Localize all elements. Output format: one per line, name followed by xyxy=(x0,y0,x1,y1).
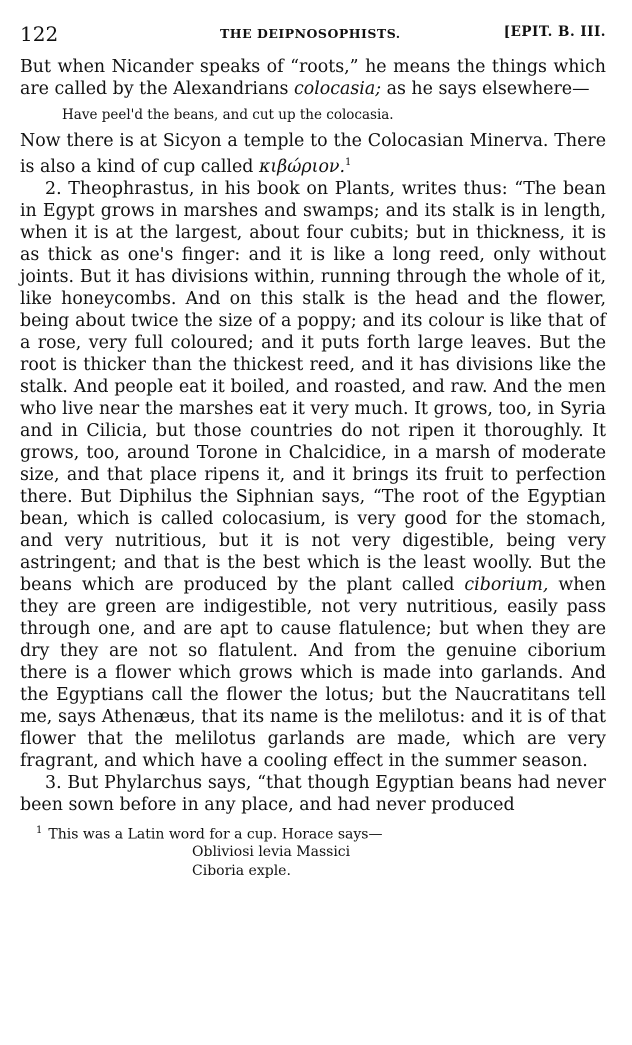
paragraph-3-text: 2. Theophrastus, in his book on Plants, writes thus: “The bean in Egypt grows in marshes and swamps; and its stalk is in length, when it is at the largest, about four cubits; but in thickness, it is as thick as one's finger: and it is like a long reed, only without joints. But it has divisions within, running through the whole of it, like honeycombs. And on this stalk is the head and the flower, being about twice the size of a poppy; and its colour is like that of a rose, very full coloured; and it puts forth large leaves. But the root is thicker than the thickest reed, and it has divisions like the stalk. And people eat it boiled, and roasted, and raw. And the men who live near the marshes eat it very much. It grows, too, in Syria and in Cilicia, but those countries do not ripen it thoroughly. It grows, too, around Torone in Chalcidice, in a marsh of moderate size, and that place ripens it, and it brings its fruit to perfection there. But Diphilus the Siphnian says, “The root of the Egyptian bean, which is called colocasium, is very good for the stomach, and very nutritious, but it is not very digestible, being very astringent; and that is the best which is the least woolly. But the beans which are produced by the plant called xyxy=(20,178,606,595)
footnote-text: This was a Latin word for a cup. Horace says— xyxy=(48,826,383,843)
footnote-reference: 1 xyxy=(345,157,352,168)
footnote-mark: 1 xyxy=(36,824,43,836)
verse-quotation: Have peel'd the beans, and cut up the colocasia. xyxy=(62,107,394,123)
paragraph-1-tail: as he says elsewhere— xyxy=(381,79,590,99)
paragraph-3 xyxy=(20,178,606,772)
paragraph-2-text: Now there is at Sicyon a temple to the Colocasian Minerva. There is also a kind of cup called xyxy=(20,131,606,177)
paragraph-1 xyxy=(20,56,606,100)
greek-word: κιβώριον. xyxy=(258,156,346,177)
paragraph-4: 3. But Phylarchus says, “that though Egyptian beans had never been sown before in any place, and had never produced xyxy=(20,772,606,815)
running-title: THE DEIPNOSOPHISTS. xyxy=(220,26,401,41)
footnote-verse-line-2: Ciboria exple. xyxy=(192,863,291,880)
paragraph-2 xyxy=(20,130,606,178)
page-number: 122 xyxy=(20,22,59,46)
paragraph-1-text: But when Nicander speaks of “roots,” he means the things which are called by the Alexandrians xyxy=(20,57,606,99)
paragraph-3-tail: when they are green are indigestible, not very nutritious, easily pass through one, and are apt to cause flatulence; but when they are dry they are not so flatulent. And from the genuine ciborium there is a flower which grows which is made into garlands. And the Egyptians call the flower the lotus; but the Naucratitans tell me, says Athenæus, that its name is the melilotus: and it is of that flower that the melilotus garlands are made, which are very fragrant, and which have a cooling effect in the summer season. xyxy=(20,574,606,771)
footnotes xyxy=(20,822,606,882)
section-reference: [EPIT. B. III. xyxy=(503,24,606,40)
footnote-1 xyxy=(36,822,606,844)
footnote-verse-line-1: Obliviosi levia Massici xyxy=(192,844,351,861)
paragraph-1-italic: colocasia; xyxy=(294,79,382,99)
paragraph-3-italic: ciborium, xyxy=(464,574,549,595)
body-text xyxy=(20,56,606,816)
page-header xyxy=(20,22,606,52)
